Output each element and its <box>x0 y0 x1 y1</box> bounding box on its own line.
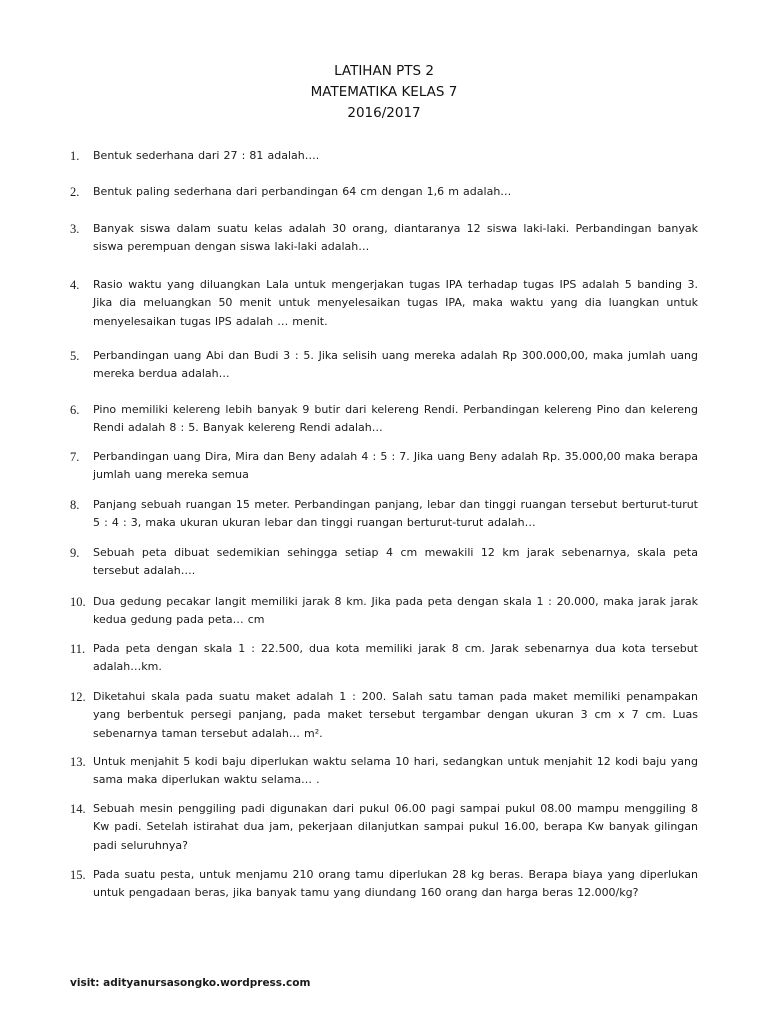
question-text: Rasio waktu yang diluangkan Lala untuk mengerjakan tugas IPA terhadap tugas IPS adalah 5 banding 3. Jika dia meluangkan 50 menit untuk menyelesaikan tugas IPA, maka waktu yang dia luangkan untuk menyelesaikan tugas IPS adalah … menit. <box>93 278 698 328</box>
question-number: 7. <box>70 450 80 464</box>
question-item <box>70 800 698 855</box>
question-item <box>70 544 698 581</box>
question-text: Bentuk sederhana dari 27 : 81 adalah…. <box>93 149 320 162</box>
question-text: Untuk menjahit 5 kodi baju diperlukan waktu selama 10 hari, sedangkan untuk menjahit 12 kodi baju yang sama maka diperlukan waktu selama… . <box>93 755 698 787</box>
header-year: 2016/2017 <box>347 105 421 121</box>
question-item <box>70 640 698 677</box>
header-title: LATIHAN PTS 2 <box>334 63 434 79</box>
question-text: Perbandingan uang Abi dan Budi 3 : 5. Jika selisih uang mereka adalah Rp 300.000,00, maka jumlah uang mereka berdua adalah… <box>93 349 698 381</box>
question-text: Banyak siswa dalam suatu kelas adalah 30 orang, diantaranya 12 siswa laki-laki. Perbandingan banyak siswa perempuan dengan siswa laki-laki adalah… <box>93 222 698 254</box>
question-text: Panjang sebuah ruangan 15 meter. Perbandingan panjang, lebar dan tinggi ruangan tersebut berturut-turut 5 : 4 : 3, maka ukuran ukuran lebar dan tinggi ruangan berturut-turut adalah… <box>93 498 698 530</box>
question-item <box>70 276 698 331</box>
header-subject: MATEMATIKA KELAS 7 <box>310 84 458 100</box>
question-item <box>70 593 698 630</box>
question-item <box>70 753 698 790</box>
document-header <box>0 61 768 124</box>
question-text: Perbandingan uang Dira, Mira dan Beny adalah 4 : 5 : 7. Jika uang Beny adalah Rp. 35.000,00 maka berapa jumlah uang mereka semua <box>93 450 698 482</box>
question-item <box>70 401 698 438</box>
question-number: 13. <box>70 755 86 769</box>
question-number: 3. <box>70 222 80 236</box>
question-text: Bentuk paling sederhana dari perbandingan 64 cm dengan 1,6 m adalah… <box>93 185 512 198</box>
question-number: 10. <box>70 595 86 609</box>
question-number: 8. <box>70 498 80 512</box>
question-number: 14. <box>70 802 86 816</box>
question-number: 15. <box>70 868 86 882</box>
question-text: Pada peta dengan skala 1 : 22.500, dua kota memiliki jarak 8 cm. Jarak sebenarnya dua kota tersebut adalah…km. <box>93 642 698 674</box>
question-item <box>70 347 698 384</box>
question-number: 9. <box>70 546 80 560</box>
question-text: Sebuah peta dibuat sedemikian sehingga setiap 4 cm mewakili 12 km jarak sebenarnya, skala peta tersebut adalah…. <box>93 546 698 578</box>
question-number: 12. <box>70 690 86 704</box>
question-text: Pino memiliki kelereng lebih banyak 9 butir dari kelereng Rendi. Perbandingan kelereng Pino dan kelereng Rendi adalah 8 : 5. Banyak kelereng Rendi adalah… <box>93 403 698 435</box>
question-item <box>70 183 698 201</box>
footer-website: visit: adityanursasongko.wordpress.com <box>70 977 311 989</box>
question-item <box>70 688 698 743</box>
question-item <box>70 866 698 903</box>
question-number: 11. <box>70 642 86 656</box>
question-number: 2. <box>70 185 80 199</box>
question-number: 4. <box>70 278 80 292</box>
question-item <box>70 220 698 257</box>
question-item <box>70 147 698 165</box>
question-item <box>70 448 698 485</box>
question-text: Dua gedung pecakar langit memiliki jarak 8 km. Jika pada peta dengan skala 1 : 20.000, maka jarak jarak kedua gedung pada peta… cm <box>93 595 698 627</box>
question-number: 5. <box>70 349 80 363</box>
question-text: Sebuah mesin penggiling padi digunakan dari pukul 06.00 pagi sampai pukul 08.00 mampu menggiling 8 Kw padi. Setelah istirahat dua jam, pekerjaan dilanjutkan sampai pukul 16.00, berapa Kw banyak gilingan padi seluruhnya? <box>93 802 698 852</box>
question-number: 6. <box>70 403 80 417</box>
question-item <box>70 496 698 533</box>
question-number: 1. <box>70 149 80 163</box>
question-text: Pada suatu pesta, untuk menjamu 210 orang tamu diperlukan 28 kg beras. Berapa biaya yang diperlukan untuk pengadaan beras, jika banyak tamu yang diundang 160 orang dan harga beras 12.000/kg? <box>93 868 698 900</box>
question-text: Diketahui skala pada suatu maket adalah 1 : 200. Salah satu taman pada maket memiliki penampakan yang berbentuk persegi panjang, pada maket tersebut tergambar dengan ukuran 3 cm x 7 cm. Luas sebenarnya taman tersebut adalah… m². <box>93 690 698 740</box>
